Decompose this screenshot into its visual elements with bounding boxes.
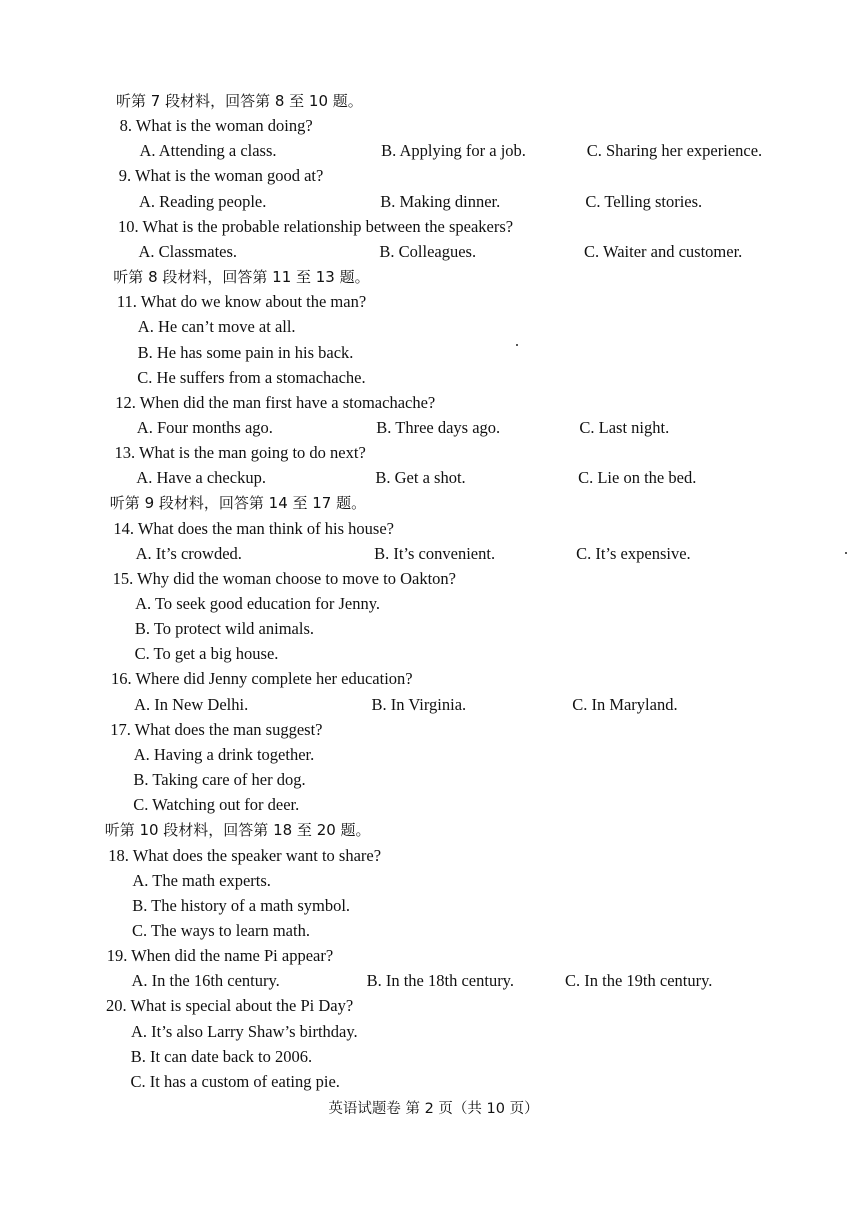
scan-speck bbox=[845, 552, 847, 554]
question-stem: 12. When did the man first have a stomachache? bbox=[115, 392, 436, 412]
question-stem: 15. Why did the woman choose to move to Oakton? bbox=[112, 568, 456, 588]
scan-speck bbox=[516, 344, 518, 346]
answer-option: C. To get a big house. bbox=[134, 644, 279, 664]
answer-option: C. Lie on the bed. bbox=[578, 468, 697, 488]
question-stem: 8. What is the woman doing? bbox=[119, 116, 313, 136]
question-stem: 18. What does the speaker want to share? bbox=[108, 845, 382, 865]
question-stem: 9. What is the woman good at? bbox=[118, 166, 324, 186]
answer-option: A. To seek good education for Jenny. bbox=[135, 594, 381, 613]
question-stem: 20. What is special about the Pi Day? bbox=[106, 996, 354, 1016]
question-stem: 11. What do we know about the man? bbox=[116, 292, 367, 312]
section-instruction: 听第 9 段材料，回答第 14 至 17 题。 bbox=[109, 494, 367, 513]
answer-option: C. In Maryland. bbox=[572, 694, 678, 714]
answer-option: A. Have a checkup. bbox=[136, 468, 266, 488]
answer-option: A. It’s also Larry Shaw’s birthday. bbox=[131, 1021, 358, 1041]
answer-option: B. Applying for a job. bbox=[381, 141, 526, 161]
answer-option: C. Sharing her experience. bbox=[586, 141, 763, 161]
section-instruction: 听第 7 段材料，回答第 8 至 10 题。 bbox=[116, 92, 363, 110]
answer-option: A. Reading people. bbox=[139, 191, 267, 211]
answer-option: C. Telling stories. bbox=[585, 191, 703, 211]
answer-option: A. The math experts. bbox=[132, 870, 271, 890]
question-stem: 14. What does the man think of his house? bbox=[113, 518, 394, 538]
answer-option: B. In Virginia. bbox=[371, 694, 467, 714]
answer-option: A. Four months ago. bbox=[136, 417, 273, 437]
answer-option: C. The ways to learn math. bbox=[132, 920, 310, 940]
answer-option: A. Having a drink together. bbox=[133, 744, 315, 764]
answer-option: A. Classmates. bbox=[138, 241, 238, 261]
question-stem: 10. What is the probable relationship between the speakers? bbox=[118, 216, 514, 236]
answer-option: B. Get a shot. bbox=[375, 468, 466, 488]
question-stem: 19. When did the name Pi appear? bbox=[106, 946, 334, 966]
answer-option: C. It’s expensive. bbox=[576, 543, 691, 563]
answer-option: B. Three days ago. bbox=[376, 417, 501, 437]
answer-option: B. Colleagues. bbox=[379, 241, 477, 261]
answer-option: B. He has some pain in his back. bbox=[137, 342, 354, 362]
question-stem: 16. Where did Jenny complete her education? bbox=[111, 669, 413, 689]
answer-option: C. In the 19th century. bbox=[565, 971, 713, 991]
answer-option: C. Last night. bbox=[579, 417, 670, 437]
answer-option: A. He can’t move at all. bbox=[137, 317, 296, 337]
section-instruction: 听第 10 段材料，回答第 18 至 20 题。 bbox=[104, 821, 371, 840]
answer-option: B. Taking care of her dog. bbox=[133, 770, 306, 789]
page-footer: 英语试题卷 第 2 页（共 10 页） bbox=[328, 1101, 539, 1117]
answer-option: C. Watching out for deer. bbox=[133, 795, 300, 815]
question-stem: 17. What does the man suggest? bbox=[110, 719, 323, 739]
section-instruction: 听第 8 段材料，回答第 11 至 13 题。 bbox=[113, 268, 370, 286]
question-stem: 13. What is the man going to do next? bbox=[114, 443, 366, 463]
answer-option: B. In the 18th century. bbox=[366, 971, 514, 991]
answer-option: B. It’s convenient. bbox=[374, 543, 496, 563]
answer-option: B. The history of a math symbol. bbox=[132, 895, 351, 915]
answer-option: A. In the 16th century. bbox=[131, 971, 280, 991]
answer-option: B. Making dinner. bbox=[380, 191, 501, 211]
answer-option: C. He suffers from a stomachache. bbox=[137, 367, 366, 387]
answer-option: B. It can date back to 2006. bbox=[130, 1046, 313, 1066]
answer-option: B. To protect wild animals. bbox=[134, 619, 314, 639]
answer-option: A. Attending a class. bbox=[139, 141, 277, 161]
answer-option: C. It has a custom of eating pie. bbox=[130, 1071, 340, 1091]
answer-option: A. In New Delhi. bbox=[134, 694, 249, 714]
answer-option: C. Waiter and customer. bbox=[584, 241, 743, 261]
answer-option: A. It’s crowded. bbox=[135, 543, 242, 563]
